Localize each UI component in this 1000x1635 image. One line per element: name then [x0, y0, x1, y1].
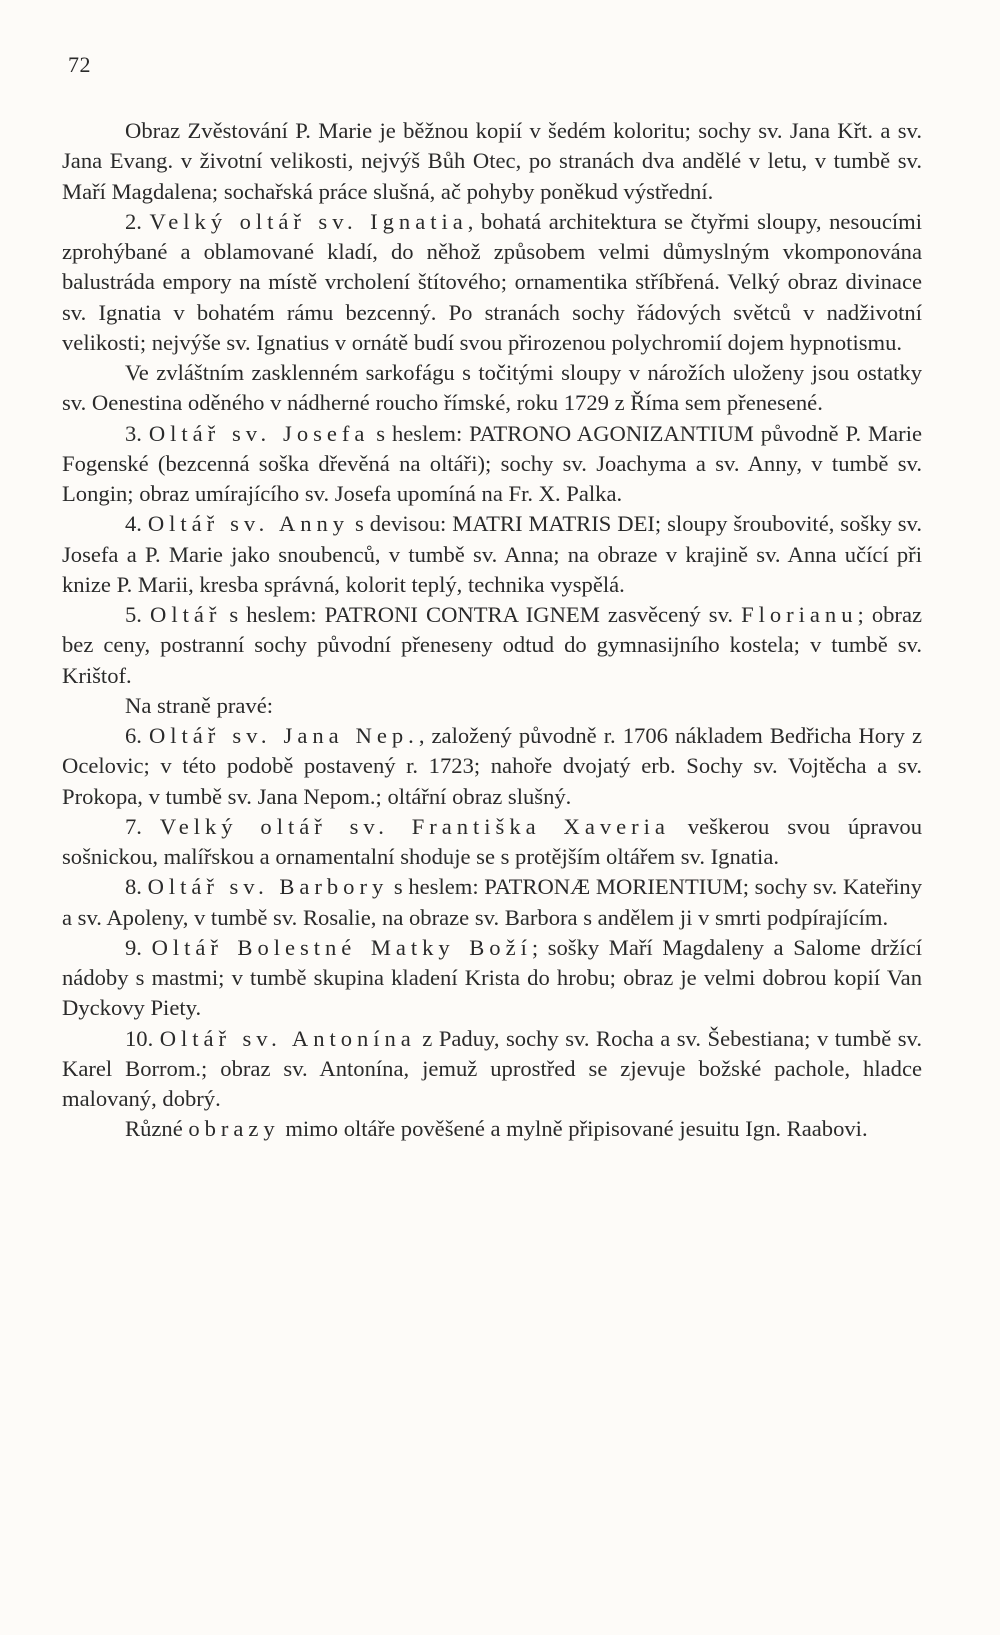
altar-title: Oltář sv. Antonína	[159, 1025, 416, 1051]
altar-title: Oltář sv. Anny	[147, 511, 350, 537]
paragraph-altar-5: 5. Oltář s heslem: PATRONI CONTRA IGNEM zasvěcený sv. Florianu; obraz bez ceny, postranní sochy původní přeneseny odtud do gymnasijního kostela; v tumbě sv. Krištof.	[62, 602, 922, 688]
altar-title: Oltář sv. Barbory	[147, 874, 389, 900]
altar-title: Oltář sv. Jana Nep.	[149, 723, 419, 748]
paragraph-altar-8: 8. Oltář sv. Barbory s heslem: PATRONÆ MORIENTIUM; sochy sv. Kateřiny a sv. Apoleny, v tumbě sv. Rosalie, na obraze sv. Barbora s andělem ji v smrti podpírajícím.	[62, 874, 923, 930]
page-number: 72	[68, 52, 91, 77]
altar-title: Oltář	[150, 602, 222, 627]
paragraph-right-side: Na straně pravé:	[125, 692, 274, 718]
paragraph-sarcophagus: Ve zvláštním zasklenném sarkofágu s točitými sloupy v nárožích uloženy jsou ostatky sv. Oenestina oděného v nádherné roucho římské, roku 1729 z Říma sem přenesené.	[62, 360, 922, 416]
paragraph-altar-7: 7. Velký oltář sv. Františka Xaveria veškerou svou úpravou sošnickou, malířskou a ornamentalní shoduje se s protějším oltářem sv. Ignatia.	[62, 813, 923, 869]
paragraph-paintings: Různé obrazy mimo oltáře pověšené a mylně připisované jesuitu Ign. Raabovi.	[125, 1116, 868, 1142]
altar-title: Velký oltář sv. Ignatia	[149, 208, 468, 234]
paragraph-altar-9: 9. Oltář Bolestné Matky Boží; sošky Maří Magdaleny a Salome držící nádoby s mastmi; v tumbě skupina kladení Krista do hrobu; obraz je velmi dobrou kopií Van Dyckovy Piety.	[62, 934, 922, 1021]
section-title: obrazy	[188, 1116, 280, 1142]
saint-name: Florianu	[741, 602, 858, 627]
altar-title: Oltář sv. Josefa	[148, 420, 370, 446]
altar-title: Oltář Bolestné Matky Boží	[151, 934, 532, 960]
paragraph-altar-2: 2. Velký oltář sv. Ignatia, bohatá architektura se čtyřmi sloupy, nesoucími zprohýbané a oblamované kladí, do něhož způsobem velmi důmyslným vkomponována balustráda empory na místě vrcholení štítového; ornamentika stříbřená. Velký obraz divinace sv. Ignatia v bohatém rámu bezcenný. Po stranách sochy řádových světců v nadživotní velikosti; nejvýše sv. Ignatius v ornátě budí svou přirozenou polychromií dojem hypnotismu.	[62, 208, 922, 355]
paragraph-altar-6: 6. Oltář sv. Jana Nep., založený původně r. 1706 nákladem Bedřicha Hory z Ocelovic; v této podobě postavený r. 1723; nahoře dvojatý erb. Sochy sv. Vojtěcha a sv. Prokopa, v tumbě sv. Jana Nepom.; oltářní obraz slušný.	[62, 723, 923, 809]
paragraph-annunciation: Obraz Zvěstování P. Marie je běžnou kopií v šedém koloritu; sochy sv. Jana Křt. a sv. Jana Evang. v životní velikosti, nejvýš Bůh Otec, po stranách dva andělé v letu, v tumbě sv. Maří Magdalena; sochařská práce slušná, ač pohyby poněkud výstřední.	[62, 118, 922, 204]
paragraph-altar-4: 4. Oltář sv. Anny s devisou: MATRI MATRIS DEI; sloupy šroubovité, sošky sv. Josefa a P. Marie jako snoubenců, v tumbě sv. Anna; na obraze v krajině sv. Anna učící při knize P. Marii, kresba správná, kolorit teplý, technika vyspělá.	[62, 511, 922, 597]
altar-title: Velký oltář sv. Františka Xaveria	[159, 813, 670, 839]
body-text	[62, 116, 922, 1145]
paragraph-altar-10: 10. Oltář sv. Antonína z Paduy, sochy sv. Rocha a sv. Šebestiana; v tumbě sv. Karel Borrom.; obraz sv. Antonína, jemuž uprostřed se zjevuje božské pachole, hladce malovaný, dobrý.	[62, 1025, 923, 1111]
paragraph-altar-3: 3. Oltář sv. Josefa s heslem: PATRONO AGONIZANTIUM původně P. Marie Fogenské (bezcenná soška dřevěná na oltáři); sochy sv. Joachyma a sv. Anny, v tumbě sv. Longin; obraz umírajícího sv. Josefa upomíná na Fr. X. Palka.	[62, 420, 923, 506]
